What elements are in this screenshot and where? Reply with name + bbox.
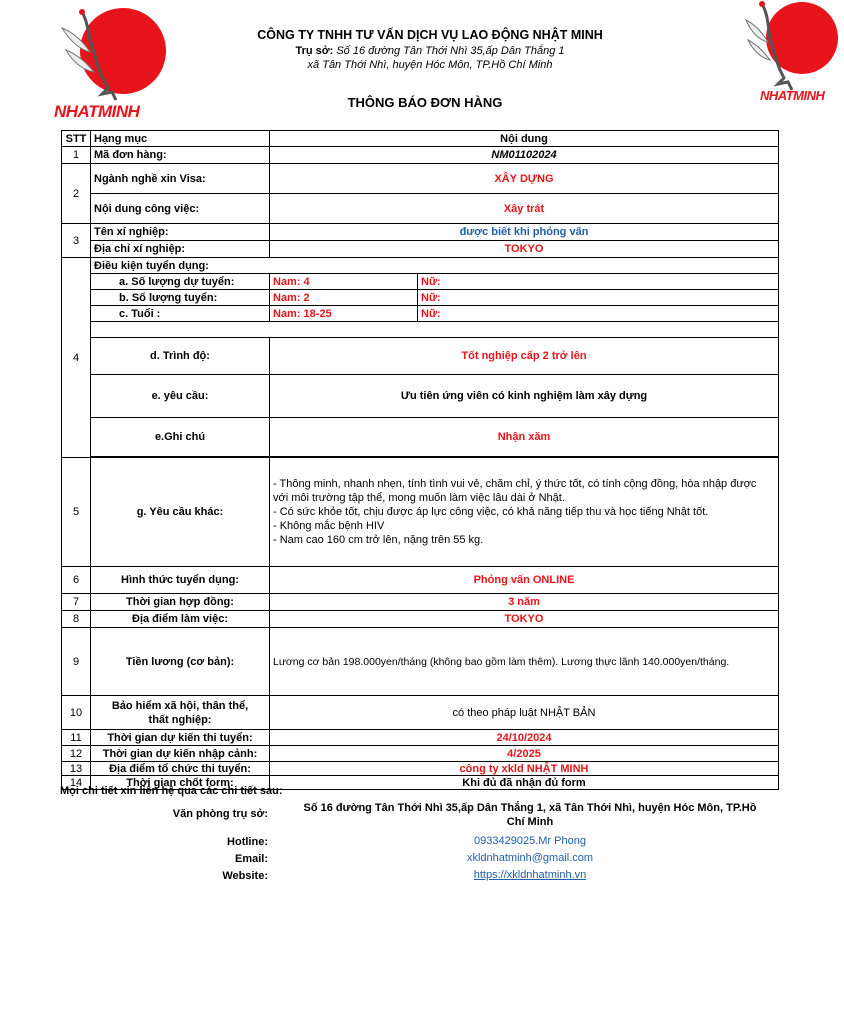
row-label: c. Tuổi :: [91, 306, 270, 322]
website-label: Website:: [222, 870, 268, 882]
salary-value: Lương cơ bản 198.000yen/tháng (không bao gồm làm thêm). Lương thực lãnh 140.000yen/tháng.: [270, 628, 779, 696]
row-heading: Điều kiện tuyển dụng:: [91, 258, 779, 274]
row-label: e.Ghi chú: [91, 418, 270, 457]
row-label: Nội dung công việc:: [91, 194, 270, 224]
office-address-line: Chí Minh: [506, 816, 554, 828]
table-row: [62, 306, 779, 322]
table-row: [62, 762, 779, 776]
table-row: [62, 696, 779, 730]
row-number: 4: [62, 258, 91, 458]
row-number: 5: [62, 458, 91, 567]
table-row: [62, 164, 779, 194]
row-label: Tên xí nghiệp:: [91, 224, 270, 241]
table-row: [62, 628, 779, 696]
row-label: Ngành nghề xin Visa:: [91, 164, 270, 194]
row-number: 3: [62, 224, 91, 258]
address-label: Trụ sở:: [295, 45, 334, 57]
requirement-value: Ưu tiên ứng viên có kinh nghiệm làm xây dựng: [270, 375, 779, 418]
email-label: Email:: [234, 853, 268, 865]
male-count: Nam: 4: [270, 274, 418, 290]
insurance-label-line: Bảo hiểm xã hội, thân thể,: [111, 699, 249, 712]
table-row: [62, 258, 779, 274]
table-row: [62, 290, 779, 306]
row-label: [91, 696, 270, 730]
row-number: 12: [62, 746, 91, 762]
row-number: 13: [62, 762, 91, 776]
male-count: Nam: 2: [270, 290, 418, 306]
row-number: 11: [62, 730, 91, 746]
visa-industry: XÂY DỰNG: [270, 164, 779, 194]
table-row: [62, 322, 779, 338]
insurance-label-line: thất nghiệp:: [148, 713, 212, 726]
contact-intro: Mọi chi tiết xin liên hệ qua các chi tiết sau:: [60, 785, 283, 797]
row-label: Địa điểm tổ chức thi tuyển:: [91, 762, 270, 776]
form-deadline: Khi đủ đã nhận đủ form: [270, 776, 779, 790]
table-row: [62, 194, 779, 224]
table-row: [62, 594, 779, 611]
job-content: Xây trát: [270, 194, 779, 224]
document-title: THÔNG BÁO ĐƠN HÀNG: [347, 95, 503, 110]
education-value: Tốt nghiệp cấp 2 trở lên: [270, 338, 779, 375]
website-link[interactable]: https://xkldnhatminh.vn: [473, 869, 587, 881]
email-link[interactable]: xkldnhatminh@gmail.com: [466, 852, 594, 864]
office-address: [280, 801, 780, 829]
row-label: d. Trình độ:: [91, 338, 270, 375]
row-label: a. Số lượng dự tuyển:: [91, 274, 270, 290]
office-address-line: Số 16 đường Tân Thới Nhì 35,ấp Dân Thắng 1, xã Tân Thới Nhì, huyện Hóc Môn, TP.Hồ: [303, 802, 757, 814]
row-label: Tiền lương (cơ bản):: [91, 628, 270, 696]
office-label: Văn phòng trụ sở:: [172, 808, 268, 820]
row-number: 8: [62, 611, 91, 628]
table-row: [62, 241, 779, 258]
brand-name: NHATMINH: [54, 102, 140, 121]
row-label: Hình thức tuyển dụng:: [91, 567, 270, 594]
recruitment-form: Phỏng vấn ONLINE: [270, 567, 779, 594]
col-stt: STT: [62, 131, 91, 147]
row-number: 1: [62, 147, 91, 164]
brand-name: NHATMINH: [760, 88, 825, 103]
table-row: [62, 375, 779, 418]
entry-date: 4/2025: [270, 746, 779, 762]
col-item: Hạng mục: [91, 131, 270, 147]
contract-duration: 3 năm: [270, 594, 779, 611]
row-number: 9: [62, 628, 91, 696]
contact-section: [60, 785, 800, 797]
female-age: Nữ:: [418, 306, 779, 322]
row-number: 14: [62, 776, 91, 790]
male-age: Nam: 18-25: [270, 306, 418, 322]
company-address: [200, 44, 660, 72]
row-label: g. Yêu cầu khác:: [91, 458, 270, 567]
row-number: 6: [62, 567, 91, 594]
company-logo-right: [740, 0, 844, 120]
table-row: [62, 458, 779, 567]
female-count: Nữ:: [418, 274, 779, 290]
insurance-value: có theo pháp luật NHẬT BẢN: [270, 696, 779, 730]
table-row: [62, 224, 779, 241]
requirement-line: với môi trường tập thể, mong muốn làm việc lâu dài ở Nhật.: [273, 492, 565, 504]
company-name: CÔNG TY TNHH TƯ VẤN DỊCH VỤ LAO ĐỘNG NHẬT MINH: [257, 28, 603, 42]
hotline-label: Hotline:: [227, 836, 268, 848]
table-row: [62, 338, 779, 375]
row-number: 10: [62, 696, 91, 730]
company-address-value: TOKYO: [270, 241, 779, 258]
address-line1: Số 16 đường Tân Thới Nhì 35,ấp Dân Thắng 1: [336, 45, 565, 57]
row-label: e. yêu cầu:: [91, 375, 270, 418]
empty-cell: [91, 322, 779, 338]
table-row: [62, 418, 779, 457]
female-count: Nữ:: [418, 290, 779, 306]
row-label: Thời gian chốt form:: [91, 776, 270, 790]
company-header: [200, 28, 660, 72]
table-header-row: [62, 131, 779, 147]
row-label: Địa chỉ xí nghiệp:: [91, 241, 270, 258]
requirement-line: - Có sức khỏe tốt, chịu được áp lực công việc, có khả năng tiếp thu và học tiếng Nhật tốt.: [273, 506, 709, 518]
order-code: NM01102024: [270, 147, 779, 164]
order-table: [61, 130, 779, 790]
row-label: Thời gian hợp đồng:: [91, 594, 270, 611]
col-content: Nội dung: [270, 131, 779, 147]
table-row: [62, 730, 779, 746]
table-row: [62, 274, 779, 290]
table-row: [62, 611, 779, 628]
table-row: [62, 147, 779, 164]
row-label: b. Số lượng tuyển:: [91, 290, 270, 306]
exam-location: công ty xkld NHẬT MINH: [270, 762, 779, 776]
row-label: Thời gian dự kiến nhập cảnh:: [91, 746, 270, 762]
note-value: Nhận xăm: [270, 418, 779, 457]
hotline-value[interactable]: 0933429025.Mr Phong: [474, 835, 586, 847]
requirement-line: - Nam cao 160 cm trở lên, nặng trên 55 kg.: [273, 534, 484, 546]
company-logo-left: [52, 4, 172, 124]
row-label: Mã đơn hàng:: [91, 147, 270, 164]
row-label: Thời gian dự kiến thi tuyển:: [91, 730, 270, 746]
requirement-line: - Không mắc bệnh HIV: [273, 520, 385, 532]
row-label: Địa điểm làm việc:: [91, 611, 270, 628]
table-row: [62, 567, 779, 594]
row-number: 7: [62, 594, 91, 611]
table-row: [62, 746, 779, 762]
exam-date: 24/10/2024: [270, 730, 779, 746]
requirement-line: - Thông minh, nhanh nhẹn, tính tình vui vẻ, chăm chỉ, ý thức tốt, có tính cộng đồng, hòa nhập được: [273, 478, 757, 490]
other-requirements: [270, 458, 779, 567]
address-line2: xã Tân Thới Nhì, huyện Hóc Môn, TP.Hồ Chí Minh: [307, 59, 553, 71]
row-number: 2: [62, 164, 91, 224]
company-name-value: được biết khi phỏng vấn: [270, 224, 779, 241]
work-location: TOKYO: [270, 611, 779, 628]
